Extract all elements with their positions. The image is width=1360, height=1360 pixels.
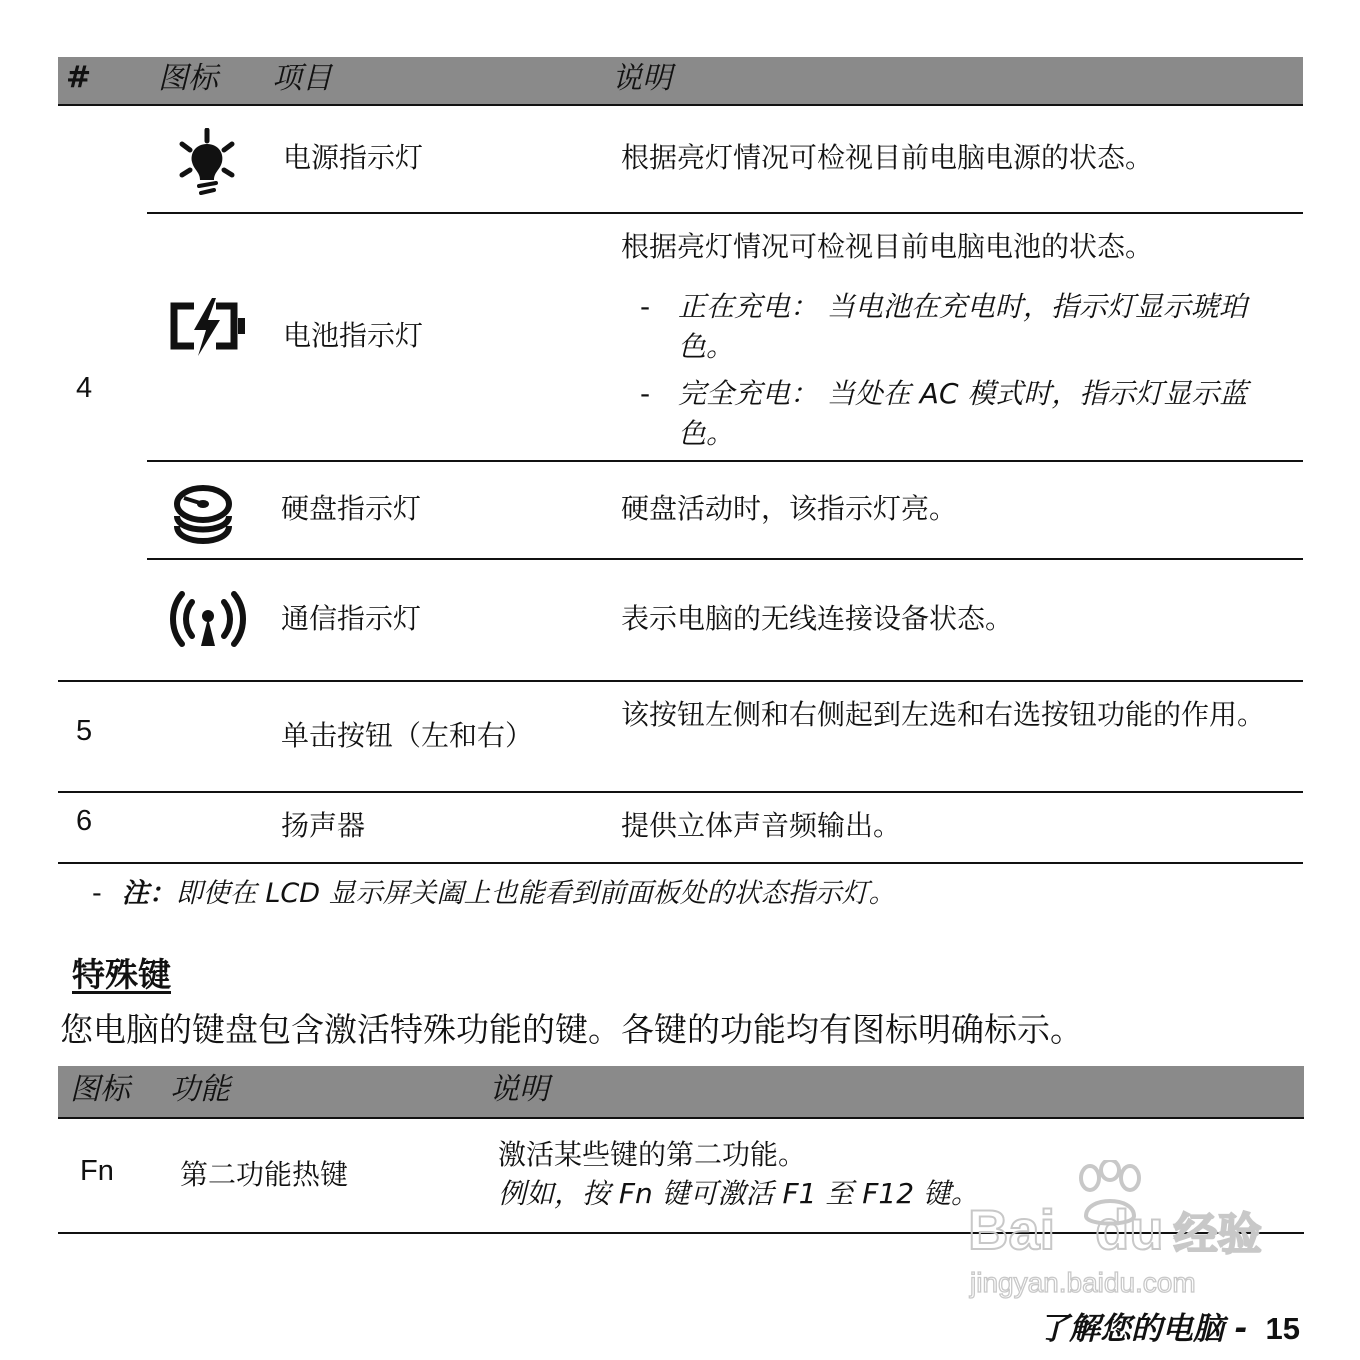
page-footer — [1038, 1309, 1300, 1349]
table1-header-desc: 说明 — [612, 61, 672, 96]
row-divider — [58, 791, 1303, 793]
watermark-url: jingyan.baidu.com — [970, 1267, 1196, 1298]
table2-header-icon: 图标 — [70, 1072, 130, 1107]
item-hdd-indicator: 硬盘指示灯 — [281, 492, 422, 525]
row-number-4: 4 — [76, 372, 93, 404]
table2-header-bar — [58, 1066, 1304, 1118]
bullet-full-text: 完全充电： 当处在 AC 模式时，指示灯显示蓝色。 — [678, 377, 1248, 450]
note-line — [92, 874, 896, 914]
fn-example: 例如，按 Fn 键可激活 F1 至 F12 键。 — [498, 1177, 979, 1210]
wireless-icon — [168, 590, 248, 650]
bullet-charging-text: 正在充电： 当电池在充电时，指示灯显示琥珀色。 — [678, 290, 1247, 363]
table1-header-icon: 图标 — [158, 61, 218, 96]
baidu-watermark — [968, 1160, 1288, 1310]
watermark-brand: Bai — [968, 1198, 1056, 1261]
fn-key-label: Fn — [80, 1155, 114, 1187]
bullet-dash: - — [640, 377, 651, 410]
row-divider — [147, 460, 1303, 462]
fn-desc: 激活某些键的第二功能。 — [498, 1138, 807, 1171]
table2-header-rule — [58, 1117, 1304, 1119]
battery-charge-icon — [168, 296, 248, 358]
fn-function: 第二功能热键 — [180, 1158, 349, 1191]
hard-disk-icon — [172, 484, 234, 548]
item-power-indicator: 电源指示灯 — [283, 141, 424, 174]
table1-bottom-rule — [58, 862, 1303, 864]
desc-power-indicator: 根据亮灯情况可检视目前电脑电源的状态。 — [621, 141, 1154, 174]
table1-header-num: # — [66, 60, 92, 95]
table1-header-rule — [58, 104, 1303, 106]
desc-click-buttons: 该按钮左侧和右侧起到左选和右选按钮功能的作用。 — [621, 698, 1266, 731]
table1-header-bar — [58, 57, 1303, 105]
section-title: 特殊键 — [72, 955, 171, 994]
desc-hdd-indicator: 硬盘活动时，该指示灯亮。 — [621, 492, 958, 525]
row-number-5: 5 — [76, 715, 93, 747]
row-number-6: 6 — [76, 805, 93, 837]
desc-comm-indicator: 表示电脑的无线连接设备状态。 — [621, 602, 1014, 635]
section-intro: 您电脑的键盘包含激活特殊功能的键。各键的功能均有图标明确标示。 — [60, 1010, 1083, 1049]
note-label: 注： — [121, 878, 176, 909]
row-divider — [147, 558, 1303, 560]
item-click-buttons: 单击按钮（左和右） — [281, 719, 534, 752]
footer-page-number: 15 — [1265, 1311, 1300, 1346]
table2-header-desc: 说明 — [489, 1072, 549, 1107]
desc-speakers: 提供立体声音频输出。 — [621, 809, 902, 842]
item-battery-indicator: 电池指示灯 — [283, 319, 424, 352]
item-speakers: 扬声器 — [281, 809, 366, 842]
watermark-brand2: du — [1095, 1198, 1164, 1261]
power-bulb-icon — [176, 128, 238, 198]
row-divider — [58, 680, 1303, 682]
table2-header-func: 功能 — [170, 1072, 230, 1107]
desc-battery-indicator: 根据亮灯情况可检视目前电脑电池的状态。 — [621, 230, 1154, 263]
footer-text: 了解您的电脑 - — [1037, 1311, 1248, 1347]
item-comm-indicator: 通信指示灯 — [281, 602, 422, 635]
watermark-cn: 经验 — [1173, 1210, 1262, 1259]
bullet-dash: - — [640, 290, 651, 323]
row-divider — [147, 212, 1303, 214]
note-text: 即使在 LCD 显示屏关阖上也能看到前面板处的状态指示灯。 — [175, 878, 896, 909]
note-dash: - — [92, 878, 102, 909]
table1-header-item: 项目 — [272, 61, 332, 96]
